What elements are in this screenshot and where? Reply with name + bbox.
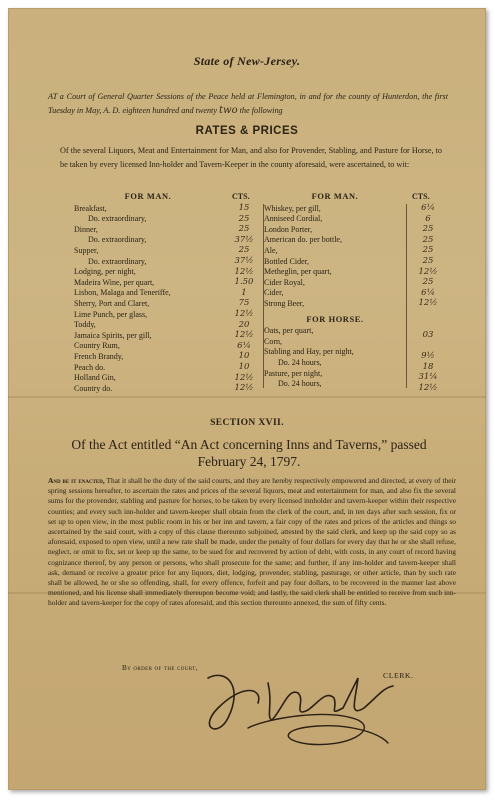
act-title: Of the Act entitled “An Act concerning Inns and Taverns,” passed February 24, 1797. — [71, 437, 427, 469]
order-line: By order of the court, — [122, 664, 198, 672]
price-item: Oats, per quart, — [264, 326, 314, 336]
handwritten-price: 6¼ — [237, 340, 251, 351]
right-items — [264, 204, 406, 310]
section-body-text: That it shall be the duty of the said courts, and they are hereby respectively empowered and directed, at every of their spring sessions hereafter, to ascertain the rates and prices of the several liquors, meat and entertainment for man, and also fix the several sums for the provender, stabling and pasture for horses, to be taken by every licensed innholder and tavern-keeper within their respective counties; and every such inn-holder and tavern-keeper shall obtain from the clerk of the court, and, in ten days after such session, fix or set up to open view, in the most public room in his or her inn and tavern, a fair copy of the rates and prices of the articles and things so ascertained by the said court, with a copy of this clause thereunto subjoined, attested by the said clerk, and keep up the said copy so as aforesaid, exposed to open view, until a new rate shall be made, under the penalty of four dollars for every day that he or she shall refuse, neglect, or omit to fix, set or keep up the same, to be sued for and recovered by action of debt, with costs, in any court of record having cognizance thereof, by any person or persons, who shall prosecute for the same; and further, if any inn-holder and tavern-keeper shall ask, demand or receive a greater price for any liquors, diet, lodging, provender, stabling, pasturage, or other article, than by such rate shall be allowed, he or she so offending, shall, for every offence, forfeit and pay four dollars, to be recovered in the manner last above mentioned, and his license shall immediately thereupon become void; and lastly, the said clerk shall be entitled to receive from such inn-holder and tavern-keeper for the copy of rates aforesaid, and this section thereunto annexed, the sum of fifty cents. — [48, 476, 456, 608]
handwritten-price: 12½ — [418, 298, 438, 309]
horse-items — [264, 326, 406, 390]
handwritten-price: 12½ — [234, 372, 254, 383]
handwritten-price: 37½ — [234, 234, 254, 245]
section-number: SECTION XVII. — [210, 418, 284, 428]
handwritten-price — [408, 341, 448, 352]
horse-values — [408, 330, 448, 394]
left-column — [74, 192, 222, 394]
price-item: London Porter, — [264, 224, 313, 234]
price-item: American do. per bottle, — [264, 235, 342, 245]
price-item: Ale, — [264, 245, 278, 255]
enacted-lead: And be it enacted, — [48, 476, 105, 485]
price-item: Lisbon, Malaga and Teneriffe, — [74, 288, 171, 298]
document-page — [8, 8, 486, 790]
rates-title: RATES & PRICES — [195, 125, 299, 137]
price-item: Strong Beer, — [264, 298, 305, 308]
price-item: Jamaica Spirits, per gill, — [74, 330, 152, 340]
handwritten-price: 25 — [238, 213, 250, 224]
price-item: Lodging, per night, — [74, 267, 136, 277]
price-item: Cider, — [264, 288, 284, 298]
handwritten-price: 12½ — [234, 383, 254, 394]
preamble-handwritten-year: two — [219, 105, 238, 116]
price-item: Bottled Cider, — [264, 256, 310, 266]
handwritten-price: 25 — [422, 234, 434, 245]
price-item: Anniseed Cordial, — [264, 214, 323, 224]
handwritten-price: 20 — [238, 319, 250, 330]
price-item: Metheglin, per quart, — [264, 267, 332, 277]
court-preamble — [48, 90, 448, 118]
right-values — [408, 203, 448, 309]
handwritten-price: 1 — [241, 287, 247, 298]
left-column-heading: FOR MAN. — [124, 192, 172, 201]
price-item: Pasture, per night, — [264, 368, 323, 378]
handwritten-price: 18 — [422, 361, 434, 372]
price-item: Breakfast, — [74, 203, 107, 213]
price-item: Do. extraordinary, — [88, 256, 147, 266]
clerk-label: CLERK. — [383, 671, 414, 680]
handwritten-price: 10 — [238, 351, 250, 362]
price-item: Do. 24 hours, — [278, 379, 322, 389]
left-items — [74, 204, 222, 395]
handwritten-price: 12½ — [418, 382, 438, 393]
left-values — [227, 203, 261, 394]
handwritten-price: 10 — [238, 361, 250, 372]
handwritten-price: 12½ — [234, 330, 254, 341]
price-item: Supper, — [74, 245, 99, 255]
handwritten-price: 1.50 — [234, 277, 254, 288]
cts-heading-left: CTS. — [232, 192, 250, 201]
column-divider — [406, 204, 407, 388]
cts-heading-right: CTS. — [412, 192, 430, 201]
handwritten-price: 25 — [422, 245, 434, 256]
handwritten-price: 31¼ — [418, 372, 438, 383]
handwritten-price: 03 — [422, 330, 434, 340]
price-item: Holland Gin, — [74, 373, 116, 383]
handwritten-price: 25 — [238, 245, 250, 256]
price-item: Sherry, Port and Claret, — [74, 298, 150, 308]
handwritten-price: 25 — [238, 224, 250, 235]
handwritten-price: 25 — [422, 255, 434, 266]
price-item: Do. extraordinary, — [88, 214, 147, 224]
price-item: French Brandy, — [74, 351, 124, 361]
handwritten-price: 6¼ — [421, 287, 435, 298]
preamble-text-2: the following — [239, 106, 283, 115]
price-item: Stabling and Hay, per night, — [264, 347, 354, 357]
handwritten-price: 6¼ — [421, 203, 435, 213]
handwritten-price: 12½ — [234, 266, 254, 277]
price-item: Corn, — [264, 336, 282, 346]
section-body — [48, 476, 456, 609]
handwritten-price: 6 — [425, 213, 431, 224]
price-item: Cider Royal, — [264, 277, 305, 287]
price-item: Dinner, — [74, 224, 98, 234]
handwritten-price: 15 — [238, 203, 250, 213]
horse-heading: FOR HORSE. — [306, 314, 364, 324]
right-column — [264, 192, 406, 390]
price-item: Lime Punch, per glass, — [74, 309, 148, 319]
handwritten-price: 75 — [238, 298, 250, 309]
price-item: Do. 24 hours, — [278, 357, 322, 367]
clerk-signature — [188, 648, 418, 758]
handwritten-price: 25 — [422, 277, 434, 288]
handwritten-price: 12½ — [418, 266, 438, 277]
price-item: Do. extraordinary, — [88, 235, 147, 245]
right-column-heading: FOR MAN. — [311, 192, 359, 201]
price-item: Madeira Wine, per quart, — [74, 277, 155, 287]
price-item: Peach do. — [74, 362, 106, 372]
fold-line — [8, 396, 486, 398]
handwritten-price: 9½ — [421, 351, 435, 362]
handwritten-price: 37½ — [234, 255, 254, 266]
handwritten-price: 25 — [422, 224, 434, 235]
rates-intro: Of the several Liquors, Meat and Entertainment for Man, and also for Provender, Stabling, and Pasture for Horse, to be taken by every licensed Inn-holder and Tavern-Keeper in the county aforesaid, were ascertained, to wit: — [60, 146, 442, 169]
price-item: Whiskey, per gill, — [264, 203, 321, 213]
price-item: Toddy, — [74, 320, 96, 330]
state-heading: State of New-Jersey. — [193, 54, 301, 68]
preamble-text-1: AT a Court of General Quarter Sessions of the Peace held at Flemington, in and for the county of Hunterdon, the first Tuesday in May, A. D. eighteen hundred and twenty — [48, 92, 448, 115]
price-item: Country Rum, — [74, 341, 120, 351]
handwritten-price: 12½ — [234, 308, 254, 319]
price-item: Country do. — [74, 383, 113, 393]
